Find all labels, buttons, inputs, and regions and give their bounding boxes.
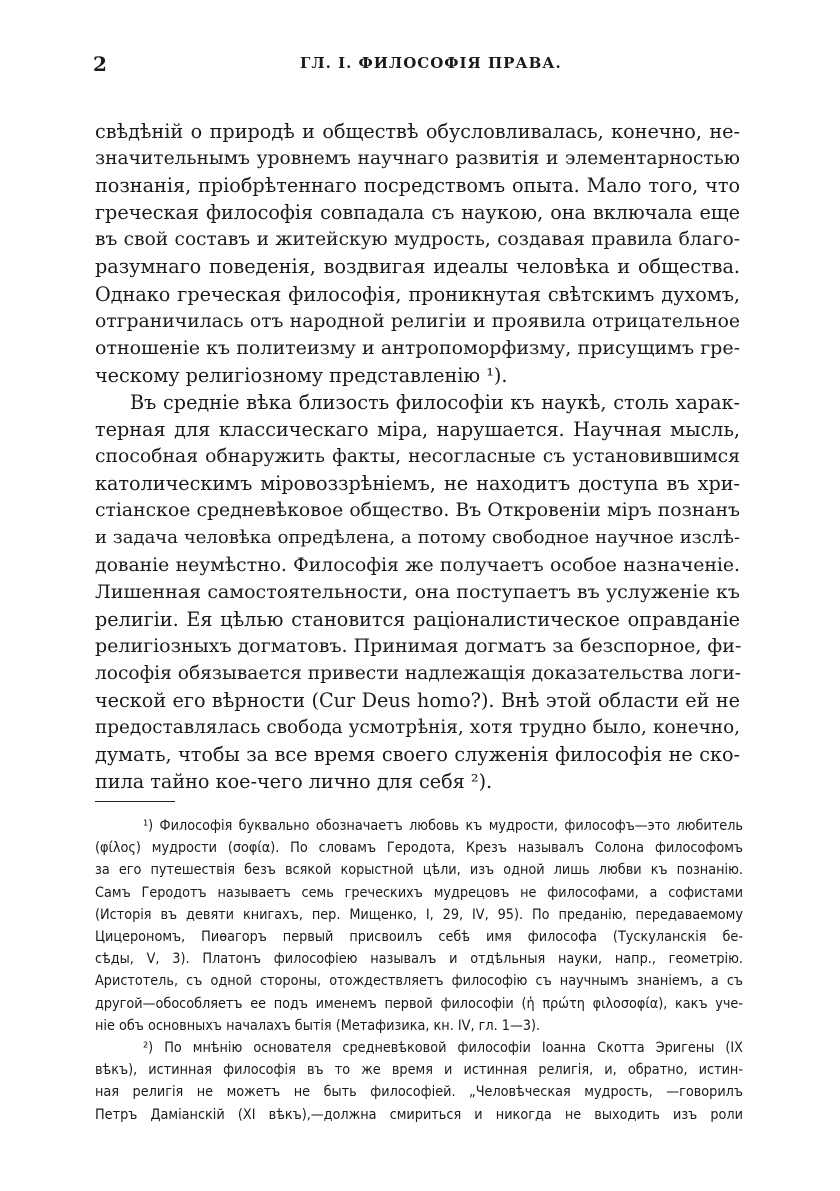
paragraph-2 [95, 389, 740, 795]
text-line: Лишенная самостоятельности, она поступаетъ въ услуженіе къ [95, 580, 740, 603]
text-line: ческой его вѣрности (Cur Deus homo?). Внѣ этой области ей не [95, 688, 740, 712]
text-line: религіи. Ея цѣлью становится раціоналистическое оправданіе [95, 607, 740, 631]
text-line: лософія обязывается привести надлежащія доказательства логи- [95, 662, 742, 684]
text-line: думать, чтобы за все время своего служенія философія не ско- [95, 743, 740, 767]
text-line: религіозныхъ догматовъ. Принимая догматъ за безспорное, фи- [95, 634, 742, 657]
footnote-2 [95, 1037, 743, 1126]
text-line: стіанское средневѣковое общество. Въ Откровеніи міръ познанъ [95, 500, 740, 522]
footnote-line: за его путешествія безъ всякой корыстной цѣли, изъ одной лишь любви къ познанію. [95, 862, 743, 879]
footnote-line: сѣды, V, 3). Платонъ философіею называлъ и отдѣльныя науки, напр., геометрію. [95, 951, 743, 968]
main-text [95, 118, 740, 795]
text-line: Въ средніе вѣка близость философіи къ наукѣ, столь харак- [130, 390, 740, 414]
text-line: въ свой составъ и житейскую мудрость, создавая правила благо- [95, 229, 740, 251]
text-line: терная для классическаго міра, нарушается. Научная мысль, [95, 418, 740, 442]
footnote-line: Петръ Даміанскій (XI вѣкъ),—должна смириться и никогда не выходить изъ роли [95, 1106, 743, 1123]
footnote-1 [95, 815, 743, 1037]
footnote-line: другой—обособляетъ ее подъ именемъ первой философіи (ἡ πρώτη φιλοσοφία), какъ уче- [95, 995, 743, 1012]
text-line: греческая философія совпадала съ наукою, она включала еще [95, 201, 740, 225]
footnotes [95, 815, 743, 1126]
footnote-line: вѣкъ), истинная философія въ то же время и истинная религія, и, обратно, истин- [95, 1062, 743, 1079]
running-title: ГЛ. I. ФИЛОСОФІЯ ПРАВА. [300, 54, 562, 72]
text-line: и задача человѣка опредѣлена, а потому свободное научное изслѣ- [95, 527, 740, 549]
paragraph-1 [95, 118, 740, 389]
text-line: отношеніе къ политеизму и антропоморфизму, присущимъ гре- [95, 336, 740, 359]
text-line: ческому религіозному представленію ¹). [95, 363, 508, 387]
footnote-line: (Исторія въ девяти книгахъ, пер. Мищенко, I, 29, IV, 95). По преданію, передаваемому Цицерономъ, Пиѳагоръ первый присвоилъ себѣ имя философа (Тускуланскія бе- [95, 906, 743, 946]
footnote-line: ная религія не можетъ не быть философіей. „Человѣческая мудрость, —говорилъ [95, 1084, 743, 1101]
text-line: разумнаго поведенія, воздвигая идеалы человѣка и общества. [95, 255, 740, 279]
footnote-line: ²) По мнѣнію основателя средневѣковой философіи Іоанна Скотта Эригены (IX [143, 1040, 743, 1057]
page-number: 2 [93, 52, 107, 76]
text-line: способная обнаружить факты, несогласные съ установившимся [95, 446, 740, 468]
footnote-line: ніе объ основныхъ началахъ бытія (Метафизика, кн. IV, гл. 1—3). [95, 1017, 541, 1034]
text-line: предоставлялась свобода усмотрѣнія, хотя трудно было, конечно, [95, 717, 740, 739]
text-line: католическимъ міровоззрѣніемъ, не находитъ доступа въ хри- [95, 472, 740, 496]
footnote-separator [95, 801, 175, 802]
text-line: Однако греческая философія, проникнутая свѣтскимъ духомъ, [95, 282, 740, 306]
text-line: дованіе неумѣстно. Философія же получаетъ особое назначеніе. [95, 554, 740, 576]
footnote-line: (φίλος) мудрости (σοφία). По словамъ Геродота, Крезъ называлъ Солона философомъ [95, 840, 743, 857]
text-line: познанія, пріобрѣтеннаго посредствомъ опыта. Мало того, что [95, 174, 740, 198]
text-line: значительнымъ уровнемъ научнаго развитія и элементарностью [95, 148, 740, 170]
text-line: отграничилась отъ народной религіи и проявила отрицательное [95, 310, 740, 332]
footnote-line: Аристотель, съ одной стороны, отождествляетъ философію съ научнымъ знаніемъ, а съ [95, 973, 743, 990]
footnote-line: Самъ Геродотъ называетъ семь греческихъ мудрецовъ не философами, а софистами [95, 884, 743, 901]
text-line: свѣдѣній о природѣ и обществѣ обусловливалась, конечно, не- [95, 120, 740, 143]
footnote-line: ¹) Философія буквально обозначаетъ любовь къ мудрости, философъ—это любитель [143, 818, 743, 834]
text-line: пила тайно кое-чего лично для себя ²). [95, 770, 493, 794]
